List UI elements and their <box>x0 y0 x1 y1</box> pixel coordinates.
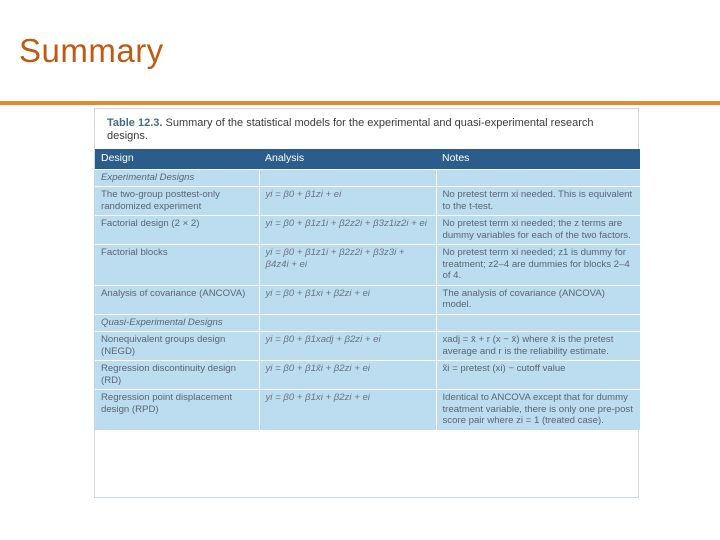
cell-design: Factorial blocks <box>95 245 259 286</box>
cell-analysis: yi = β0 + β1z1i + β2z2i + β3z3i + β4z4i + ei <box>259 245 436 286</box>
slide-title: Summary <box>19 32 164 69</box>
table-row <box>95 285 640 314</box>
table-row <box>95 390 640 430</box>
cell-design: Quasi-Experimental Designs <box>95 314 259 332</box>
header-analysis: Analysis <box>259 149 436 169</box>
cell-notes: No pretest term xi needed. This is equivalent to the t-test. <box>436 187 640 216</box>
cell-design: The two-group posttest-only randomized experiment <box>95 187 259 216</box>
caption-text: Summary of the statistical models for the experimental and quasi-experimental research designs. <box>107 117 594 142</box>
table-section-row <box>95 169 640 187</box>
cell-analysis: yi = β0 + β1xadj + β2zi + ei <box>259 332 436 361</box>
cell-notes: No pretest term xi needed; the z terms are dummy variables for each of the two factors. <box>436 216 640 245</box>
table-header-row <box>95 149 640 169</box>
statistical-models-table <box>95 149 640 430</box>
cell-analysis: yi = β0 + β1xi + β2zi + ei <box>259 285 436 314</box>
table-row <box>95 361 640 390</box>
cell-analysis <box>259 314 436 332</box>
cell-analysis: yi = β0 + β1xi + β2zi + ei <box>259 390 436 430</box>
table-caption <box>107 117 627 143</box>
header-design: Design <box>95 149 259 169</box>
cell-design: Nonequivalent groups design (NEGD) <box>95 332 259 361</box>
cell-analysis <box>259 169 436 187</box>
caption-label: Table 12.3. <box>107 117 163 129</box>
cell-design: Regression point displacement design (RPD) <box>95 390 259 430</box>
cell-design: Analysis of covariance (ANCOVA) <box>95 285 259 314</box>
cell-notes: The analysis of covariance (ANCOVA) model. <box>436 285 640 314</box>
table-row <box>95 187 640 216</box>
cell-notes: Identical to ANCOVA except that for dummy treatment variable, there is only one pre-post score pair where zi = 1 (treated case). <box>436 390 640 430</box>
cell-notes: xadj = x̄ + r (x − x̄) where x̄ is the pretest average and r is the reliability estimate. <box>436 332 640 361</box>
header-notes: Notes <box>436 149 640 169</box>
cell-notes <box>436 169 640 187</box>
cell-analysis: yi = β0 + β1x̃i + β2zi + ei <box>259 361 436 390</box>
cell-notes: No pretest term xi needed; z1 is dummy for treatment; z2–4 are dummies for blocks 2–4 of 4. <box>436 245 640 286</box>
title-divider <box>0 101 720 105</box>
table-row <box>95 216 640 245</box>
cell-analysis: yi = β0 + β1zi + ei <box>259 187 436 216</box>
table-image-panel <box>94 108 639 498</box>
cell-design: Factorial design (2 × 2) <box>95 216 259 245</box>
cell-design: Regression discontinuity design (RD) <box>95 361 259 390</box>
cell-notes <box>436 314 640 332</box>
table-row <box>95 332 640 361</box>
cell-design: Experimental Designs <box>95 169 259 187</box>
table-row <box>95 245 640 286</box>
cell-analysis: yi = β0 + β1z1i + β2z2i + β3z1iz2i + ei <box>259 216 436 245</box>
table-section-row <box>95 314 640 332</box>
cell-notes: x̃i = pretest (xi) − cutoff value <box>436 361 640 390</box>
